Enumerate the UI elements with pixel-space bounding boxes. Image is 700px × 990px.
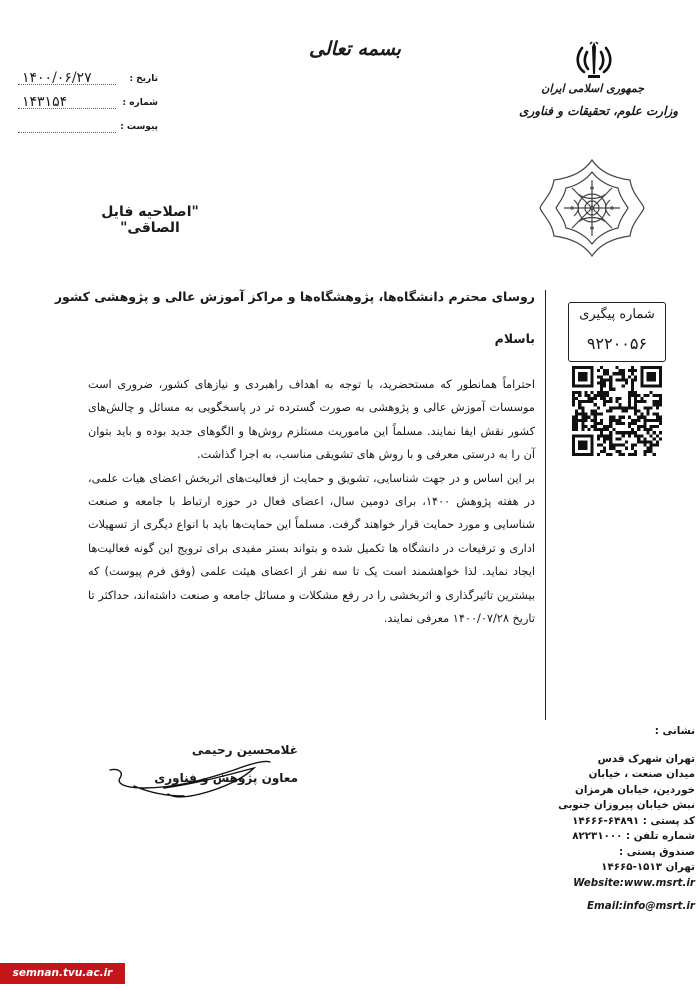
body-paragraph: احتراماً همانطور که مستحضرید، با توجه به اهداف راهبردی و نیازهای کشور، ضروری است موسسات آموزش عالی و پژوهشی به صورت گسترده تر در پاسخگویی به مسائل و چالش‌های کشور نقش ایفا نمایند. مسلماً این ماموریت مستلزم روش‌ها و الگوهای جدید بوده و باید بتوان آن را به درستی معرفی و با روش های تشویقی مناسب، به اجرا گذاشت. (88, 378, 535, 462)
date-row (18, 70, 158, 90)
address-line: تهران شهرک قدس (597, 752, 695, 765)
attachment-row (18, 118, 158, 138)
site-watermark: semnan.tvu.ac.ir (0, 963, 125, 984)
letter-recipient: روسای محترم دانشگاه‌ها، پژوهشگاه‌ها و مراکز آموزش عالی و پژوهشی کشور (54, 289, 535, 304)
website-link[interactable]: Website:www.msrt.ir (573, 876, 695, 889)
signer-name: غلامحسین رحیمی (191, 743, 298, 757)
national-emblem-icon (572, 38, 616, 82)
phone-number: شماره تلفن : ۸۲۲۳۱۰۰۰ (572, 830, 695, 842)
address-line: خوردین، خیابان هرمزان (575, 783, 695, 796)
letter-greeting: باسلام (494, 331, 535, 346)
ornament-icon (538, 158, 646, 258)
letter-subject: "اصلاحیه فایل الصاقی" (101, 204, 199, 236)
address-heading: نشانی : (654, 725, 695, 737)
email-link[interactable]: Email:info@msrt.ir (587, 900, 695, 912)
number-label: شماره : (122, 98, 158, 108)
attachment-underline (18, 132, 116, 133)
tracking-box (568, 302, 666, 362)
address-block (535, 724, 695, 915)
address-line: نبش خیابان پیروزان جنوبی (558, 799, 695, 811)
date-value: ۱۴۰۰/۰۶/۲۷ (22, 70, 92, 86)
date-label: تاریخ : (129, 74, 158, 84)
tracking-label: شماره پیگیری (579, 307, 655, 322)
margin-divider (545, 290, 546, 720)
address-line: میدان صنعت ، خیابان (588, 768, 695, 780)
po-box-label: صندوق پستی : (619, 845, 695, 858)
po-box: تهران ۱۵۱۳-۱۴۶۶۵ (601, 861, 695, 873)
handwritten-signature-icon (104, 748, 274, 802)
postal-code: کد پستی : ۶۴۸۹۱-۱۴۶۶۶ (572, 814, 695, 827)
ministry-name: وزارت علوم، تحقیقات و فناوری (519, 104, 678, 118)
qr-code-icon[interactable] (572, 366, 662, 456)
attachment-label: پیوست : (120, 122, 158, 132)
tracking-number: ۹۲۲۰۰۵۶ (586, 334, 648, 353)
number-row (18, 94, 158, 114)
basmala-heading: بسمه تعالی (309, 38, 401, 60)
government-name: جمهوری اسلامی ایران (541, 82, 644, 95)
letter-body (88, 373, 535, 630)
body-paragraph: بر این اساس و در جهت شناسایی، تشویق و حمایت از فعالیت‌های اثربخش اعضای هیات علمی، در هفته پژوهش ۱۴۰۰، برای دومین سال، اعضای فعال در حوزه ارتباط با جامعه و صنعت شناسایی و مورد حمایت قرار خواهند گرفت. مسلماً این حمایت‌ها باید با انواع دیگری از تسهیلات اداری و ترفیعات در دانشگاه ها تکمیل شده و بتواند بستر مفیدی برای ترویج این گونه فعالیت‌ها ایجاد نماید. لذا خواهشمند است یک تا سه نفر از اعضای هیئت علمی (وفق فرم پیوست) که بیشترین تاثیرگذاری و اثربخشی را در رفع مشکلات و مسائل جامعه و صنعت داشته‌اند، حداکثر تا تاریخ ۱۴۰۰/۰۷/۲۸ معرفی نمایند. (88, 471, 536, 626)
signer-title: معاون پژوهش و فناوری (154, 771, 298, 785)
number-value: ۱۴۳۱۵۴ (22, 94, 68, 110)
